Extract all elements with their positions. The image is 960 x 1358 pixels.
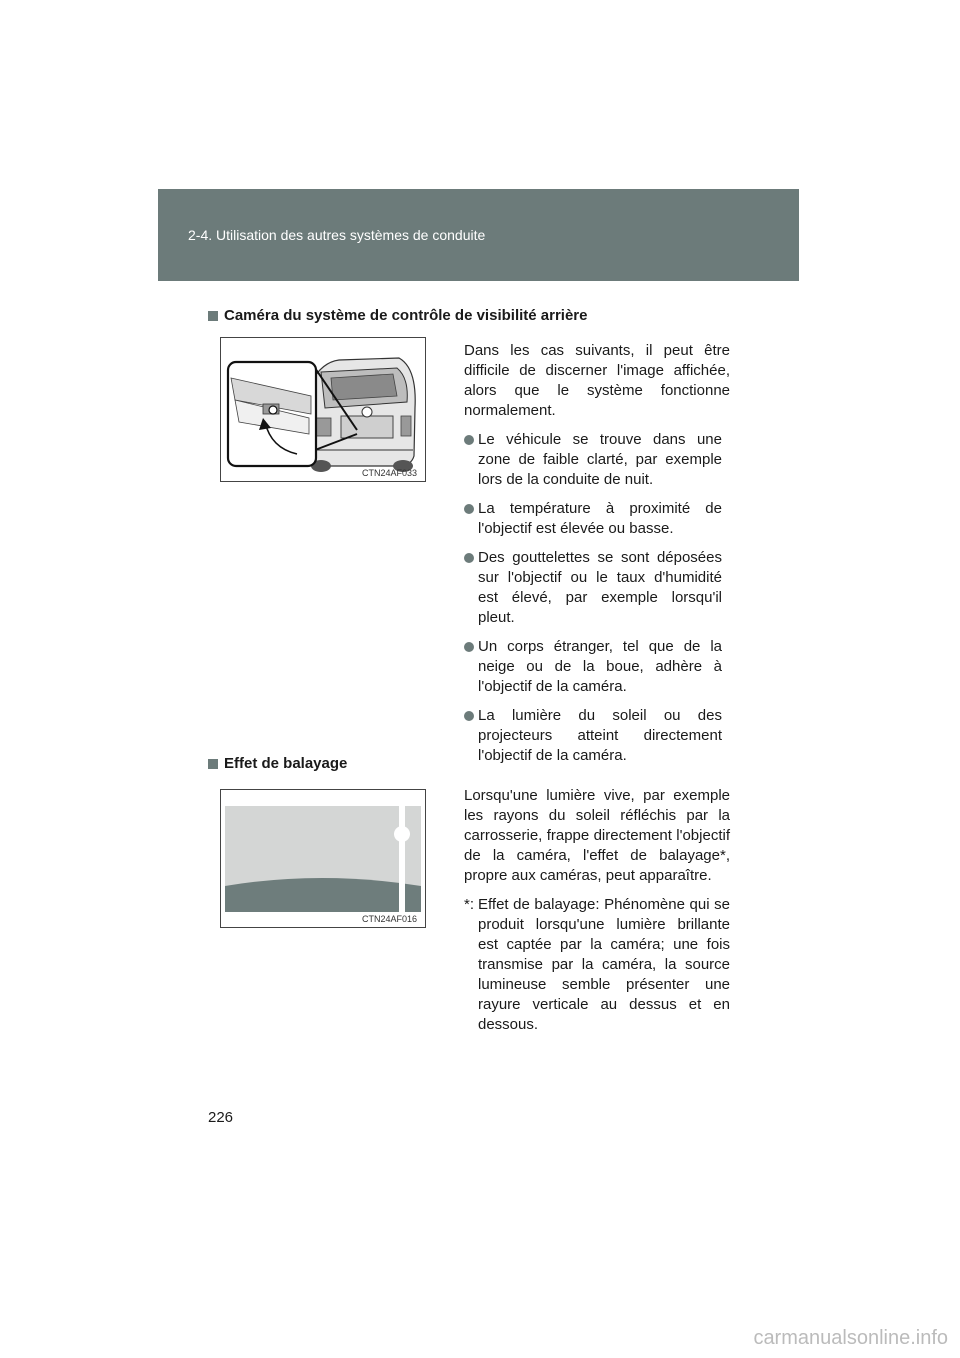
smear-effect-illustration (221, 790, 425, 927)
round-bullet-icon (464, 711, 474, 721)
section2-intro: Lorsqu'une lumière vive, par exemple les rayons du soleil réfléchis par la carrosserie, frappe directement l'objectif de la caméra, l'effet de balayage*, propre aux caméras, peut apparaître. (464, 787, 730, 884)
list-item: Un corps étranger, tel que de la neige ou de la boue, adhère à l'objectif de la caméra. (464, 637, 730, 697)
footnote-mark: *: (464, 896, 475, 913)
section-heading-camera (208, 307, 588, 324)
square-bullet-icon (208, 311, 218, 321)
section-heading-text: Effet de balayage (224, 755, 348, 772)
round-bullet-icon (464, 504, 474, 514)
figure-rear-camera (220, 337, 426, 482)
footnote (464, 895, 730, 1035)
rear-camera-illustration (221, 338, 425, 481)
chapter-header (158, 189, 799, 281)
figure-code: CTN24AF033 (361, 468, 417, 478)
footnote-text: Effet de balayage: Phénomène qui se produit lorsqu'une lumière brillante est captée par la caméra; une fois transmise par la caméra, la source lumineuse semble présenter une rayure verticale au dessus et en dessous. (478, 896, 730, 1033)
round-bullet-icon (464, 435, 474, 445)
figure-code: CTN24AF016 (361, 914, 417, 924)
list-item: Le véhicule se trouve dans une zone de faible clarté, par exemple lors de la conduite de nuit. (464, 430, 730, 490)
list-item: La température à proximité de l'objectif est élevée ou basse. (464, 499, 730, 539)
watermark: carmanualsonline.info (753, 1327, 948, 1349)
square-bullet-icon (208, 759, 218, 769)
section-heading-smear (208, 755, 347, 772)
section1-text (464, 341, 730, 775)
round-bullet-icon (464, 642, 474, 652)
chapter-title: 2-4. Utilisation des autres systèmes de conduite (188, 227, 486, 243)
section1-bullet-list (464, 430, 730, 766)
list-item: La lumière du soleil ou des projecteurs atteint directement l'objectif de la caméra. (464, 706, 730, 766)
page-number: 226 (208, 1109, 234, 1126)
list-item: Des gouttelettes se sont déposées sur l'objectif ou le taux d'humidité est élevé, par exemple lorsqu'il pleut. (464, 548, 730, 628)
section1-intro: Dans les cas suivants, il peut être difficile de discerner l'image affichée, alors que le système fonctionne normalement. (464, 342, 730, 419)
section2-text (464, 786, 730, 1035)
round-bullet-icon (464, 553, 474, 563)
section-heading-text: Caméra du système de contrôle de visibilité arrière (224, 307, 588, 324)
figure-smear-effect (220, 789, 426, 928)
